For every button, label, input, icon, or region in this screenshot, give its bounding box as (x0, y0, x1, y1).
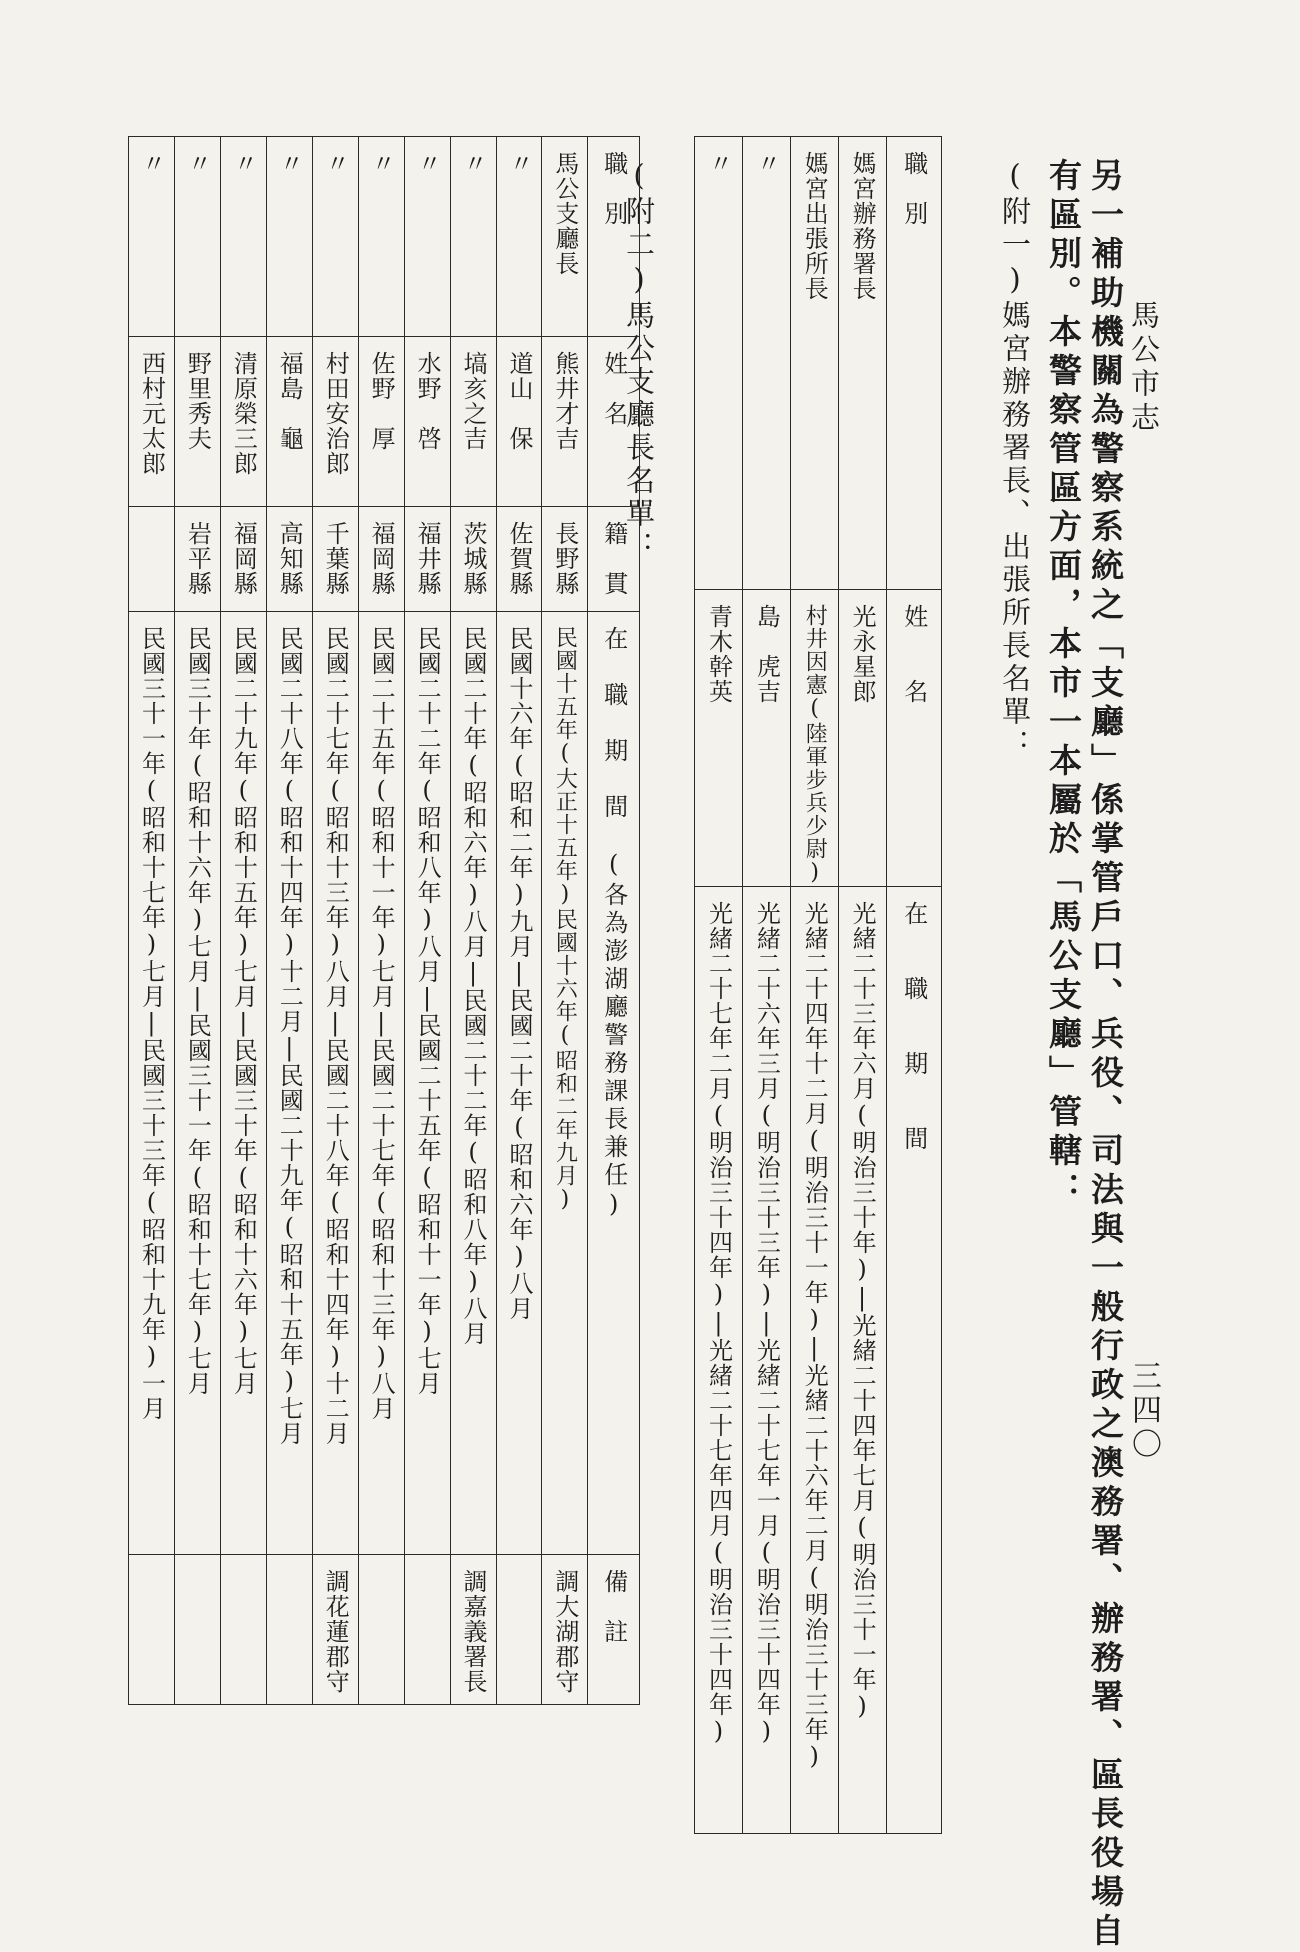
annex1-row-4-name: 青木幹英 (695, 590, 743, 887)
annex1-row-2-name: 村井因憲(陸軍步兵少尉) (790, 590, 838, 887)
annex2-row-9-term: 民國三十年(昭和十六年)七月|民國三十一年(昭和十七年)七月 (174, 612, 220, 1555)
annex1-header-term: 在 職 期 間 (886, 887, 942, 1834)
annex2-row-1-name: 熊井才吉 (542, 337, 588, 507)
annex2-row-1-term: 民國十五年(大正十五年)民國十六年(昭和二年九月) (542, 612, 588, 1555)
annex2-row-6-origin: 千葉縣 (312, 507, 358, 612)
annex2-row-9-note (174, 1555, 220, 1705)
annex2-row-4-position: 〃 (404, 137, 450, 337)
annex2-header-origin: 籍 貫 (588, 507, 640, 612)
annex2-row-9-name: 野里秀夫 (174, 337, 220, 507)
annex2-row-6-name: 村田安治郎 (312, 337, 358, 507)
annex2-row-7-term: 民國二十八年(昭和十四年)十二月|民國二十九年(昭和十五年)七月 (266, 612, 312, 1555)
annex2-row-1-origin: 長野縣 (542, 507, 588, 612)
paragraph-line-1: 另一補助機關為警察系統之「支廳」係掌管戶口、兵役、司法與一般行政之澳務署、辦務署、區長役場自 (1086, 158, 1125, 1952)
annex2-title: (附二)馬公支廳長名單： (622, 158, 656, 564)
paragraph-line-2: 有區別。本警察管區方面，本市一本屬於「馬公支廳」管轄： (1044, 158, 1083, 1211)
annex2-row-3-position: 〃 (450, 137, 496, 337)
annex2-row-2-note (496, 1555, 542, 1705)
annex1-row-1-position: 媽宮辦務署長 (838, 137, 886, 590)
annex1-header-position: 職 別 (886, 137, 942, 590)
annex2-row-7-origin: 高知縣 (266, 507, 312, 612)
annex2-row-6-note: 調花蓮郡守 (312, 1555, 358, 1705)
annex2-header-position: 職 別 (588, 137, 640, 337)
annex2-row-4-term: 民國二十二年(昭和八年)八月|民國二十五年(昭和十一年)七月 (404, 612, 450, 1555)
annex2-row-10-origin (129, 507, 175, 612)
annex2-row-3-name: 塙亥之吉 (450, 337, 496, 507)
annex2-row-6-position: 〃 (312, 137, 358, 337)
annex1-row-2-position: 媽宮出張所長 (790, 137, 838, 590)
annex1-title: (附一)媽宮辦務署長、出張所長名單： (998, 158, 1032, 762)
annex2-row-8-position: 〃 (220, 137, 266, 337)
annex2-row-2-name: 道山 保 (496, 337, 542, 507)
annex2-row-1-position: 馬公支廳長 (542, 137, 588, 337)
annex2-row-8-name: 清原榮三郎 (220, 337, 266, 507)
annex2-row-4-origin: 福井縣 (404, 507, 450, 612)
annex2-header-name: 姓 名 (588, 337, 640, 507)
annex2-row-5-origin: 福岡縣 (358, 507, 404, 612)
annex2-row-9-origin: 岩平縣 (174, 507, 220, 612)
annex2-row-8-note (220, 1555, 266, 1705)
annex2-row-3-note: 調嘉義署長 (450, 1555, 496, 1705)
annex2-row-5-term: 民國二十五年(昭和十一年)七月|民國二十七年(昭和十三年)八月 (358, 612, 404, 1555)
annex1-row-4-position: 〃 (695, 137, 743, 590)
annex2-row-2-position: 〃 (496, 137, 542, 337)
annex1-row-3-name: 島 虎吉 (742, 590, 790, 887)
annex2-row-7-name: 福島 龜 (266, 337, 312, 507)
annex1-row-1-name: 光永星郎 (838, 590, 886, 887)
annex2-row-6-term: 民國二十七年(昭和十三年)八月|民國二十八年(昭和十四年)十二月 (312, 612, 358, 1555)
annex2-row-2-origin: 佐賀縣 (496, 507, 542, 612)
annex1-table (694, 136, 942, 1834)
annex1-row-1-term: 光緒二十三年六月(明治三十年)|光緒二十四年七月(明治三十一年) (838, 887, 886, 1834)
annex1-row-3-position: 〃 (742, 137, 790, 590)
annex2-row-5-position: 〃 (358, 137, 404, 337)
annex2-row-10-name: 西村元太郎 (129, 337, 175, 507)
annex2-row-8-term: 民國二十九年(昭和十五年)七月|民國三十年(昭和十六年)七月 (220, 612, 266, 1555)
page-number: 三四〇 (1126, 1360, 1161, 1462)
annex2-header-term: 在 職 期 間 (各為澎湖廳警務課長兼任) (588, 612, 640, 1555)
annex2-row-9-position: 〃 (174, 137, 220, 337)
annex2-row-3-term: 民國二十年(昭和六年)八月|民國二十二年(昭和八年)八月 (450, 612, 496, 1555)
annex2-row-7-note (266, 1555, 312, 1705)
annex2-header-note: 備 註 (588, 1555, 640, 1705)
annex2-row-10-note (129, 1555, 175, 1705)
annex2-table (128, 136, 640, 1705)
annex2-row-8-origin: 福岡縣 (220, 507, 266, 612)
annex2-row-4-name: 水野 啓 (404, 337, 450, 507)
annex2-row-7-position: 〃 (266, 137, 312, 337)
annex2-row-2-term: 民國十六年(昭和二年)九月|民國二十年(昭和六年)八月 (496, 612, 542, 1555)
annex2-row-3-origin: 茨城縣 (450, 507, 496, 612)
annex1-row-2-term: 光緒二十四年十二月(明治三十一年)|光緒二十六年二月(明治三十三年) (790, 887, 838, 1834)
annex2-row-10-position: 〃 (129, 137, 175, 337)
annex2-row-5-name: 佐野 厚 (358, 337, 404, 507)
page-header: 馬公市志 (1127, 300, 1161, 436)
annex2-row-10-term: 民國三十一年(昭和十七年)七月|民國三十三年(昭和十九年)一月 (129, 612, 175, 1555)
annex2-row-1-note: 調大湖郡守 (542, 1555, 588, 1705)
annex2-row-4-note (404, 1555, 450, 1705)
annex1-row-4-term: 光緒二十七年二月(明治三十四年)|光緒二十七年四月(明治三十四年) (695, 887, 743, 1834)
annex2-row-5-note (358, 1555, 404, 1705)
annex1-row-3-term: 光緒二十六年三月(明治三十三年)|光緒二十七年一月(明治三十四年) (742, 887, 790, 1834)
annex1-header-name: 姓 名 (886, 590, 942, 887)
